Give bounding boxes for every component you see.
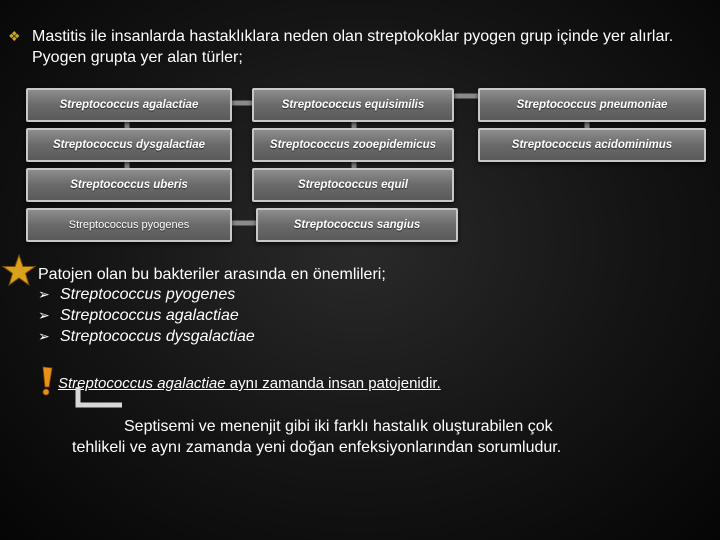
important-heading: Patojen olan bu bakteriler arasında en önemlileri; [38,266,386,283]
species-box-zooepidemicus: Streptococcus zooepidemicus [252,128,454,162]
species-box-equil: Streptococcus equil [252,168,454,202]
species-box-pyogenes: Streptococcus pyogenes [26,208,232,242]
exclamation-icon [40,366,54,396]
detail-paragraph [72,416,672,458]
species-box-pneumoniae: Streptococcus pneumoniae [478,88,706,122]
arrow-bullet-icon: ➢ [38,286,50,302]
species-box-agalactiae: Streptococcus agalactiae [26,88,232,122]
list-item-text: Streptococcus agalactiae [60,307,239,324]
list-item-text: Streptococcus pyogenes [60,286,236,303]
note-species: Streptococcus agalactiae [58,375,226,392]
species-box-equisimilis: Streptococcus equisimilis [252,88,454,122]
list-item [38,305,255,326]
list-item-text: Streptococcus dysgalactiae [60,328,255,345]
diamond-bullet-icon: ❖ [8,28,21,44]
note-rest: aynı zamanda insan patojenidir. [225,375,441,392]
important-list [38,284,255,347]
list-item [38,326,255,347]
star-icon [2,254,36,288]
list-item [38,284,255,305]
species-box-sangius: Streptococcus sangius [256,208,458,242]
species-box-uberis: Streptococcus uberis [26,168,232,202]
arrow-bullet-icon: ➢ [38,307,50,323]
detail-line-2: tehlikeli ve aynı zamanda yeni doğan enfeksiyonlarından sorumludur. [72,439,562,456]
detail-line-1: Septisemi ve menenjit gibi iki farklı hastalık oluşturabilen çok [124,418,553,435]
species-box-acidominimus: Streptococcus acidominimus [478,128,706,162]
species-box-dysgalactiae: Streptococcus dysgalactiae [26,128,232,162]
intro-text: Mastitis ile insanlarda hastaklıklara neden olan streptokoklar pyogen grup içinde yer alırlar. Pyogen grupta yer alan türler; [32,28,674,66]
arrow-bullet-icon: ➢ [38,328,50,344]
elbow-arrow-icon [74,387,124,413]
